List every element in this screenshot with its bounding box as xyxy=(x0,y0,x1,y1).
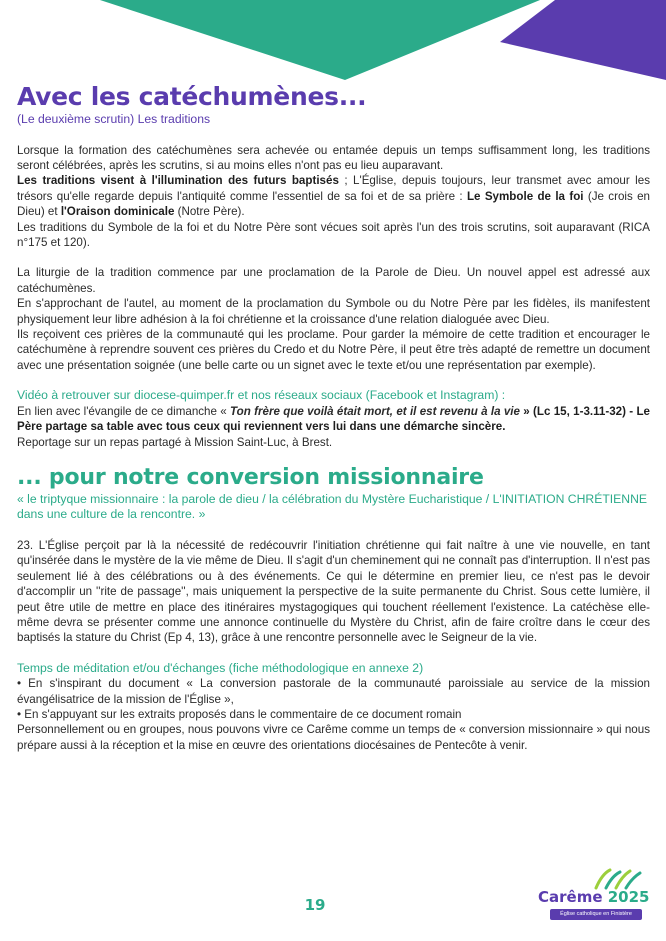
header-decoration xyxy=(0,0,666,80)
video-description: En lien avec l'évangile de ce dimanche « Ton frère que voilà était mort, et il est revenu à la vie » (Lc 15, 1-3.11-32) - Le Père partage sa table avec tous ceux qui reviennent vers lui dans une démarche sincère. xyxy=(17,404,650,434)
paragraph-closing: Personnellement ou en groupes, nous pouvons vivre ce Carême comme un temps de « conversion missionnaire » qui nous prépare aussi à la réception et la mise en œuvre des orientations diocésaines de Pentecôte à venir. xyxy=(17,723,650,752)
section2-body xyxy=(17,538,650,753)
page-number: 19 xyxy=(304,896,326,914)
paragraph-autel: En s'approchant de l'autel, au moment de la proclamation du Symbole ou du Notre Père par les fidèles, ils manifestent physiquement leur libre adhésion à la foi chrétienne et la croissance d'une relation dialoguée avec Dieu. xyxy=(17,297,650,326)
header-purple-shape xyxy=(500,0,666,80)
section2-title: ... pour notre conversion missionnaire xyxy=(17,464,484,490)
bold-traditions: Les traditions visent à l'illumination des futurs baptisés xyxy=(17,174,339,188)
section1-body xyxy=(17,143,650,450)
video-title: Vidéo à retrouver sur diocese-quimper.fr et nos réseaux sociaux (Facebook et Instagram) : xyxy=(17,388,506,403)
section1-subtitle: (Le deuxième scrutin) Les traditions xyxy=(17,112,211,126)
paragraph-formation: Lorsque la formation des catéchumènes sera achevée ou entamée depuis un temps suffisamment long, les traditions seront célébrées, après les scrutins, si au moins elles n'ont pas eu lieu auparavant. xyxy=(17,143,650,172)
bold-symbole: Le Symbole de la foi xyxy=(466,189,584,203)
video-report: Reportage sur un repas partagé à Mission Saint-Luc, à Brest. xyxy=(17,435,333,449)
logo-title: Carême 2025 xyxy=(538,888,650,906)
paragraph-23: 23. L'Église perçoit par là la nécessité de redécouvrir l'initiation chrétienne qui fait naître à une vie nouvelle, en tant qu'insérée dans le mystère de la vie même de Dieu. Il s'agit d'un cheminement qui ne connaît pas d'interruption. Il n'est pas seulement lié à des célébrations ou à des événements. Ce qui le détermine en premier lieu, ce n'est pas le devoir d'accomplir un ''rite de passage'', mais uniquement la perspective de la suite permanente du Christ. Sous cette lumière, il peut être utile de mettre en place des itinéraires mystagogiques qui touchent réellement l'existence. La catéchèse elle-même devra se présenter comme une annonce continuelle du Mystère du Christ, afin de faire croître dans le cœur des baptisés la stature du Christ (Ep 4, 13), grâce à une rencontre personnelle avec le Seigneur de la vie. xyxy=(17,538,650,645)
header-green-band xyxy=(100,0,540,80)
video-quote: Ton frère que voilà était mort, et il est revenu à la vie xyxy=(230,404,520,418)
paragraph-traditions: Les traditions visent à l'illumination des futurs baptisés ; L'Église, depuis toujours, leur transmet avec amour les trésors qu'elle regarde depuis l'antiquité comme l'essentiel de sa foi et de sa prière : Le Symbole de la foi (Je crois en Dieu) et l'Oraison dominicale (Notre Père). xyxy=(17,174,650,219)
section1-title: Avec les catéchumènes... xyxy=(17,82,367,111)
logo-year: 2025 xyxy=(607,888,650,906)
bullet-document: • En s'inspirant du document « La conversion pastorale de la communauté paroissiale au service de la mission évangélisatrice de la mission de l'Église », xyxy=(17,677,650,706)
bullet-extraits: • En s'appuyant sur les extraits proposés dans le commentaire de ce document romain xyxy=(17,708,462,722)
section2-subtitle: « le triptyque missionnaire : la parole de dieu / la célébration du Mystère Eucharistique / L'INITIATION CHRÉTIENNE dans une culture de la rencontre. » xyxy=(17,491,648,522)
paragraph-recoivent: Ils reçoivent ces prières de la communauté qui les proclame. Pour garder la mémoire de cette tradition et encourager le catéchumène à reprendre souvent ces prières du Credo et du Notre Père, il peut être très adapté de remettre un document avec une présentation soignée (une belle carte ou un signet avec le texte et/ou une représentation par exemple). xyxy=(17,327,650,372)
meditation-title: Temps de méditation et/ou d'échanges (fiche méthodologique en annexe 2) xyxy=(17,660,424,675)
page-content xyxy=(17,82,650,753)
paragraph-rica: Les traditions du Symbole de la foi et du Notre Père sont vécues soit après l'un des trois scrutins, soit auparavant (RICA n°175 et 120). xyxy=(17,220,650,249)
careme-logo xyxy=(528,866,652,924)
logo-tagline: Église catholique en Finistère xyxy=(550,909,642,920)
paragraph-liturgie: La liturgie de la tradition commence par une proclamation de la Parole de Dieu. Un nouvel appel est adressé aux catéchumènes. xyxy=(17,266,650,295)
bold-oraison: l'Oraison dominicale xyxy=(60,205,175,219)
leaves-icon xyxy=(588,868,648,890)
